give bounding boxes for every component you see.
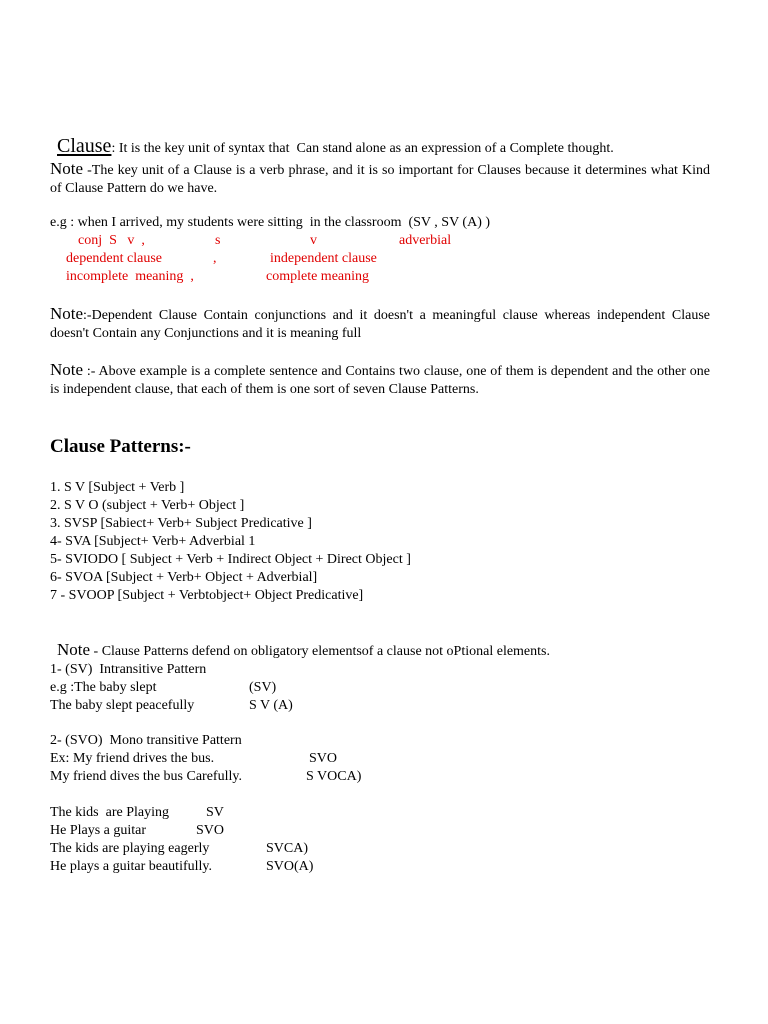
pattern-item: 7 - SVOOP [Subject + Verbtobject+ Object Predicative] <box>50 588 364 603</box>
sv-heading: 1- (SV) Intransitive Pattern <box>50 662 207 677</box>
clause-definition-text: : It is the key unit of syntax that Can stand alone as an expression of a Complete thought. <box>111 141 614 156</box>
sv-example-sentence: e.g :The baby slept <box>50 680 157 695</box>
note-1-text: -The key unit of a Clause is a verb phrase, and it is so important for Clauses because it determines what Kind of Clause Pattern do we have. <box>50 163 710 196</box>
note-4 <box>50 623 550 661</box>
annotation-v: v <box>310 233 317 248</box>
note-4-label: Note <box>57 640 91 659</box>
example-pattern: SVCA) <box>266 841 309 856</box>
example-sentence: He plays a guitar beautifully. <box>50 859 212 874</box>
annotation-s: s <box>215 233 221 248</box>
svo-example-pattern: SVO <box>309 751 338 766</box>
svo-example-sentence: My friend dives the bus Carefully. <box>50 769 242 784</box>
annotation-incomplete-meaning: incomplete meaning , <box>66 269 194 284</box>
sv-example-pattern: S V (A) <box>249 698 293 713</box>
example-sentence: He Plays a guitar <box>50 823 147 838</box>
note-2-text: :-Dependent Clause Contain conjunctions and it doesn't a meaningful clause whereas independent Clause doesn't Contain any Conjunctions and it is meaning full <box>50 308 710 341</box>
note-1-label: Note <box>50 159 84 178</box>
example-sentence: The kids are playing eagerly <box>50 841 210 856</box>
note-3 <box>50 361 710 399</box>
note-4-text: - Clause Patterns defend on obligatory elementsof a clause not oPtional elements. <box>90 644 550 659</box>
clause-definition <box>50 119 614 158</box>
annotation-complete-meaning: complete meaning <box>266 269 370 284</box>
annotation-independent-clause: independent clause <box>270 251 377 266</box>
note-2 <box>50 305 710 343</box>
svo-heading: 2- (SVO) Mono transitive Pattern <box>50 733 242 748</box>
example-pattern: SVO(A) <box>266 859 314 874</box>
annotation-adverbial: adverbial <box>399 233 452 248</box>
annotation-comma: , <box>213 251 217 266</box>
note-3-text: :- Above example is a complete sentence and Contains two clause, one of them is dependent and the other one is independent clause, that each of them is one sort of seven Clause Patterns. <box>50 364 710 397</box>
clause-term: Clause <box>57 135 112 157</box>
svo-example-pattern: S VOCA) <box>306 769 362 784</box>
pattern-item: 1. S V [Subject + Verb ] <box>50 480 185 495</box>
note-1 <box>50 160 710 198</box>
example-sentence: The kids are Playing <box>50 805 169 820</box>
example-pattern: SVO <box>196 823 225 838</box>
pattern-item: 4- SVA [Subject+ Verb+ Adverbial 1 <box>50 534 256 549</box>
svo-example-sentence: Ex: My friend drives the bus. <box>50 751 215 766</box>
clause-patterns-title: Clause Patterns:- <box>50 436 191 457</box>
example-pattern: SV <box>206 805 224 820</box>
pattern-item: 3. SVSP [Sabiect+ Verb+ Subject Predicative ] <box>50 516 312 531</box>
example-sentence: e.g : when I arrived, my students were sitting in the classroom (SV , SV (A) ) <box>50 215 491 230</box>
annotation-dependent-clause: dependent clause <box>66 251 163 266</box>
pattern-item: 2. S V O (subject + Verb+ Object ] <box>50 498 245 513</box>
note-2-label: Note <box>50 304 84 323</box>
pattern-item: 5- SVIODO [ Subject + Verb + Indirect Object + Direct Object ] <box>50 552 411 567</box>
note-3-label: Note <box>50 360 84 379</box>
annotation-conj-s-v: conj S v , <box>78 233 145 248</box>
pattern-item: 6- SVOA [Subject + Verb+ Object + Adverbial] <box>50 570 318 585</box>
sv-example-pattern: (SV) <box>249 680 277 695</box>
sv-example-sentence: The baby slept peacefully <box>50 698 195 713</box>
